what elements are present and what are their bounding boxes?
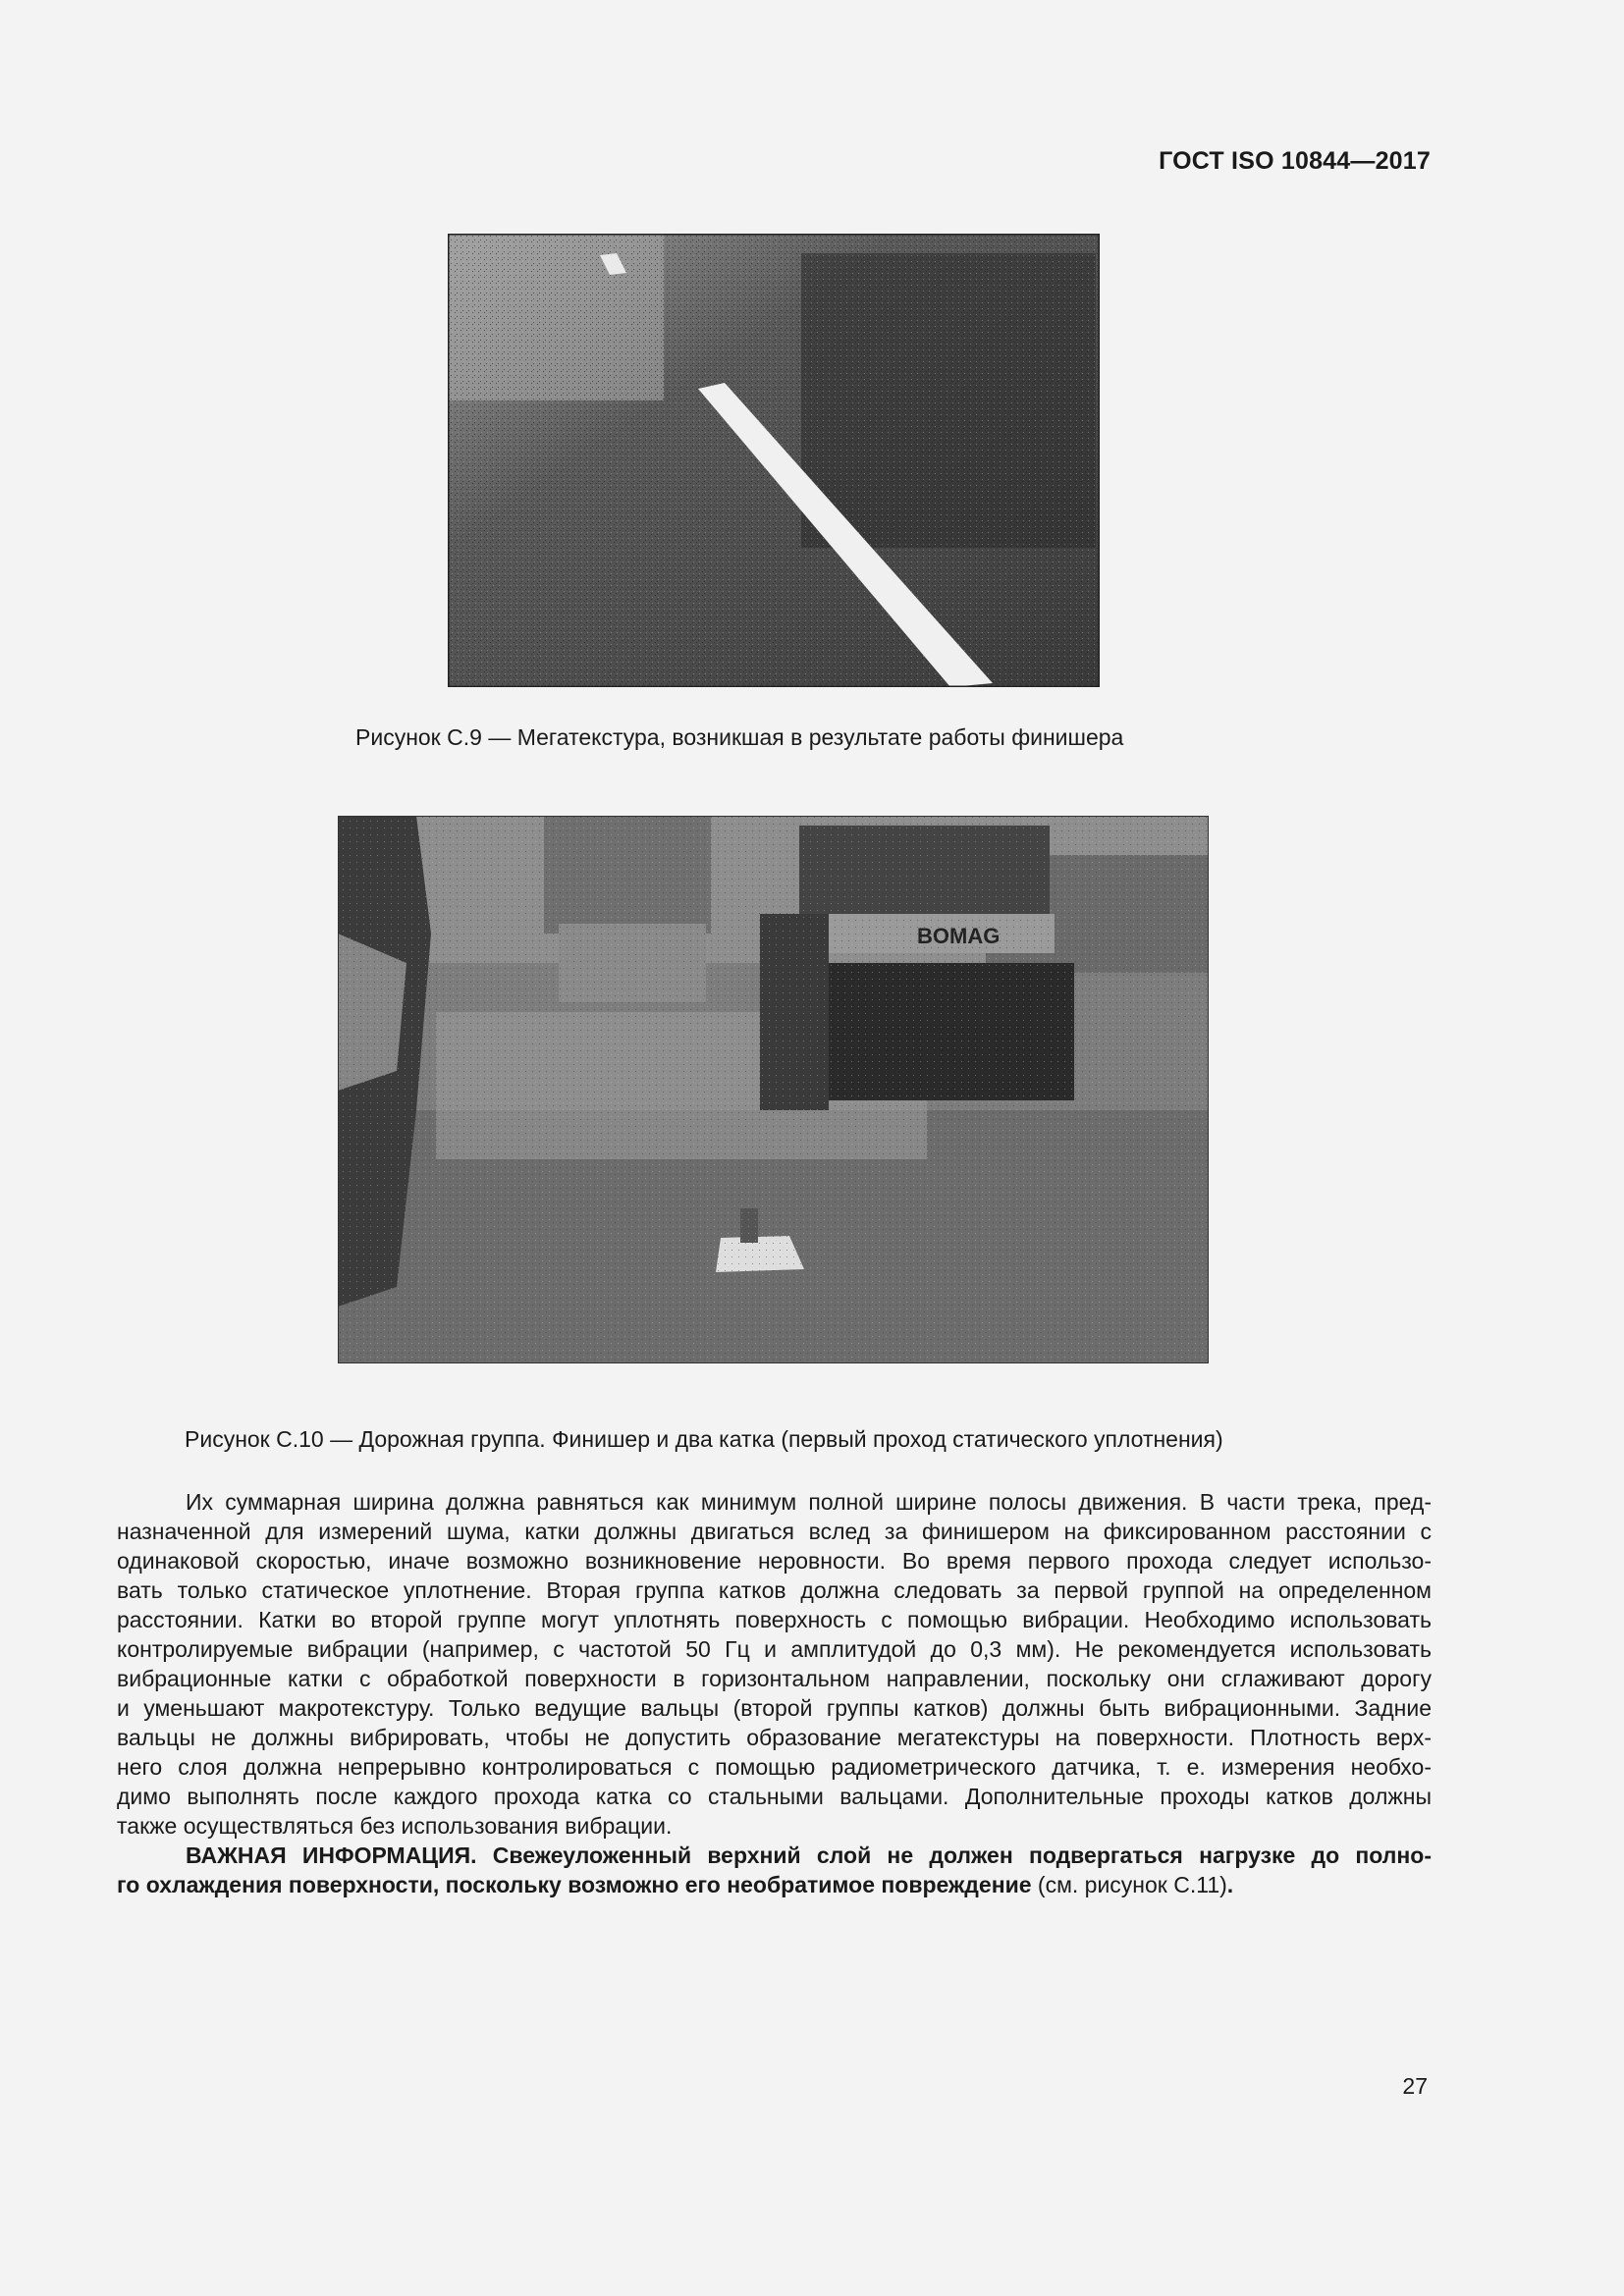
- figure-c9-caption: Рисунок С.9 — Мегатекстура, возникшая в результате работы финишера: [355, 724, 1124, 750]
- paragraph-line: него слоя должна непрерывно контролироваться с помощью радиометрического датчика, т. е. измерения необхо-: [117, 1754, 1432, 1780]
- important-note-period: .: [1226, 1872, 1234, 1897]
- body-text: [117, 1487, 1432, 1899]
- figure-c10-caption: Рисунок С.10 — Дорожная группа. Финишер и два катка (первый проход статического уплотнения): [185, 1426, 1223, 1452]
- figure-c9-photo: [448, 234, 1100, 687]
- paragraph-line: вальцы не должны вибрировать, чтобы не допустить образование мегатекстуры на поверхности. Плотность верх-: [117, 1725, 1432, 1750]
- important-note-line: [117, 1841, 1432, 1870]
- figure-c10-photo: [338, 816, 1209, 1363]
- page-number: 27: [1402, 2073, 1428, 2099]
- paragraph-line: расстоянии. Катки во второй группе могут уплотнять поверхность с помощью вибрации. Необходимо использовать: [117, 1607, 1432, 1632]
- standard-designation: ГОСТ ISO 10844—2017: [1159, 147, 1431, 175]
- paragraph-line: и уменьшают макротекстуру. Только ведущие вальцы (второй группы катков) должны быть вибрационными. Задние: [117, 1695, 1432, 1721]
- important-note-bold: го охлаждения поверхности, поскольку возможно его необратимое повреждение: [117, 1872, 1032, 1897]
- paragraph-line: одинаковой скоростью, иначе возможно возникновение неровности. Во время первого прохода следует использо-: [117, 1548, 1432, 1574]
- paragraph-line: димо выполнять после каждого прохода катка со стальными вальцами. Дополнительные проходы катков должны: [117, 1784, 1432, 1809]
- paragraph-line: Их суммарная ширина должна равняться как минимум полной ширине полосы движения. В части трека, пред-: [186, 1489, 1432, 1515]
- paragraph-line: контролируемые вибрации (например, с частотой 50 Гц и амплитудой до 0,3 мм). Не рекомендуется использовать: [117, 1636, 1432, 1662]
- paragraph-line: назначенной для измерений шума, катки должны двигаться вслед за финишером на фиксированном расстоянии с: [117, 1519, 1432, 1544]
- important-note-line: [117, 1870, 1432, 1899]
- paragraph-line: также осуществляться без использования вибрации.: [117, 1813, 673, 1839]
- paragraph-line: вибрационные катки с обработкой поверхности в горизонтальном направлении, поскольку они сглаживают дорогу: [117, 1666, 1432, 1691]
- figure-reference: (см. рисунок С.11): [1031, 1872, 1227, 1897]
- paragraph-line: вать только статическое уплотнение. Вторая группа катков должна следовать за первой группой на определенном: [117, 1577, 1432, 1603]
- important-note-bold: ВАЖНАЯ ИНФОРМАЦИЯ. Свежеуложенный верхний слой не должен подвергаться нагрузке до полно-: [186, 1842, 1432, 1868]
